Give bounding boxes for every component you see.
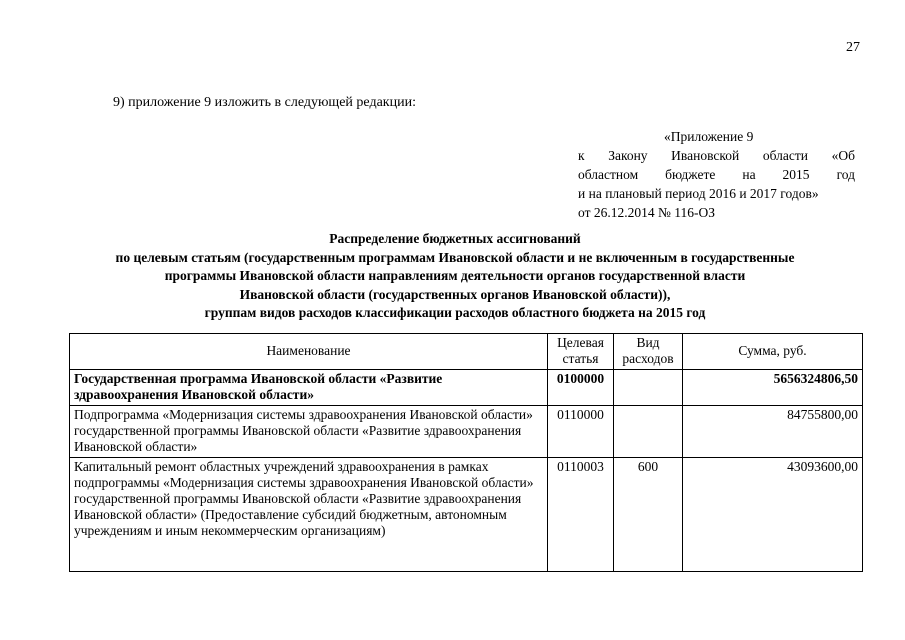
page-number: 27 (846, 40, 860, 55)
row-sum: 43093600,00 (683, 458, 863, 572)
table-row (70, 458, 863, 572)
appendix-line-4: и на плановый период 2016 и 2017 годов» (578, 186, 819, 201)
appendix-line-2: к Закону Ивановской области «Об (578, 148, 855, 163)
row-type: 600 (614, 458, 683, 572)
heading-line-4: Ивановской области (государственных органов Ивановской области)), (239, 286, 671, 302)
row-name: Государственная программа Ивановской области «Развитие здравоохранения Ивановской области» (70, 370, 548, 406)
header-name: Наименование (70, 334, 548, 370)
row-code: 0100000 (548, 370, 614, 406)
appendix-line-3: областном бюджете на 2015 год (578, 167, 855, 182)
header-sum: Сумма, руб. (683, 334, 863, 370)
row-sum: 84755800,00 (683, 406, 863, 458)
heading-line-5: группам видов расходов классификации расходов областного бюджета на 2015 год (204, 305, 706, 320)
row-type (614, 406, 683, 458)
header-code: Целевая статья (548, 334, 614, 370)
appendix-reference (578, 127, 855, 222)
row-type (614, 370, 683, 406)
row-sum: 5656324806,50 (683, 370, 863, 406)
heading-line-3: программы Ивановской области направлениям деятельности органов государственной власти (164, 268, 746, 283)
table-header-row (70, 334, 863, 370)
header-type: Вид расходов (614, 334, 683, 370)
appendix-title: «Приложение 9 (664, 129, 754, 144)
row-name: Подпрограмма «Модернизация системы здравоохранения Ивановской области» государственной программы Ивановской области «Развитие здравоохранения Ивановской области» (70, 406, 548, 458)
budget-table (69, 333, 863, 572)
table-row (70, 370, 863, 406)
row-code: 0110000 (548, 406, 614, 458)
row-code: 0110003 (548, 458, 614, 572)
row-name: Капитальный ремонт областных учреждений здравоохранения в рамках подпрограммы «Модернизация системы здравоохранения Ивановской области» государственной программы Ивановской области «Развитие здравоохранения Ивановской области» (Предоставление субсидий бюджетным, автономным учреждениям и иным некоммерческим организациям) (70, 458, 548, 572)
heading-line-2: по целевым статьям (государственным программам Ивановской области и не включенным в государственные (115, 249, 795, 265)
appendix-line-5: от 26.12.2014 № 116-ОЗ (578, 205, 715, 220)
heading-line-1: Распределение бюджетных ассигнований (329, 231, 581, 246)
table-row (70, 406, 863, 458)
intro-text: 9) приложение 9 изложить в следующей редакции: (113, 95, 416, 110)
document-heading (60, 230, 850, 323)
